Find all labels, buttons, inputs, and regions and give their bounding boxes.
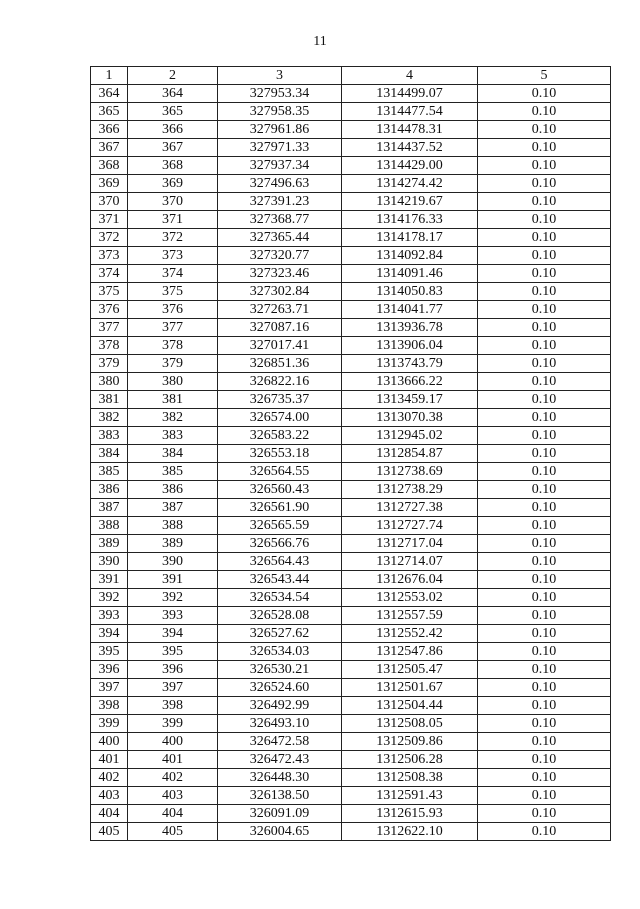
table-row bbox=[91, 211, 611, 229]
table-cell-col-1: 393 bbox=[91, 607, 128, 625]
table-cell-col-5: 0.10 bbox=[478, 805, 611, 823]
table-cell-col-1: 397 bbox=[91, 679, 128, 697]
table-cell-col-5: 0.10 bbox=[478, 823, 611, 841]
table-cell-col-4: 1312727.74 bbox=[342, 517, 478, 535]
table-cell-col-1: 370 bbox=[91, 193, 128, 211]
table-row bbox=[91, 139, 611, 157]
table-cell-col-4: 1314176.33 bbox=[342, 211, 478, 229]
table-cell-col-1: 371 bbox=[91, 211, 128, 229]
table-cell-col-2: 386 bbox=[128, 481, 218, 499]
table-cell-col-2: 389 bbox=[128, 535, 218, 553]
table-cell-col-1: 384 bbox=[91, 445, 128, 463]
table-cell-col-5: 0.10 bbox=[478, 247, 611, 265]
table-cell-col-4: 1312504.44 bbox=[342, 697, 478, 715]
table-row bbox=[91, 679, 611, 697]
table-cell-col-1: 378 bbox=[91, 337, 128, 355]
table-cell-col-2: 375 bbox=[128, 283, 218, 301]
table-cell-col-5: 0.10 bbox=[478, 427, 611, 445]
table-cell-col-2: 388 bbox=[128, 517, 218, 535]
table-cell-col-4: 1314178.17 bbox=[342, 229, 478, 247]
table-cell-col-4: 1314091.46 bbox=[342, 265, 478, 283]
table-cell-col-3: 326822.16 bbox=[218, 373, 342, 391]
table-cell-col-1: 403 bbox=[91, 787, 128, 805]
table-cell-col-2: 364 bbox=[128, 85, 218, 103]
table-cell-col-5: 0.10 bbox=[478, 121, 611, 139]
table-cell-col-2: 393 bbox=[128, 607, 218, 625]
table-cell-col-3: 326574.00 bbox=[218, 409, 342, 427]
table-row bbox=[91, 661, 611, 679]
table-row bbox=[91, 229, 611, 247]
table-cell-col-2: 400 bbox=[128, 733, 218, 751]
table-cell-col-5: 0.10 bbox=[478, 751, 611, 769]
table-cell-col-5: 0.10 bbox=[478, 481, 611, 499]
table-row bbox=[91, 769, 611, 787]
table-cell-col-3: 327971.33 bbox=[218, 139, 342, 157]
table-cell-col-1: 402 bbox=[91, 769, 128, 787]
table-cell-col-2: 377 bbox=[128, 319, 218, 337]
table-cell-col-3: 326566.76 bbox=[218, 535, 342, 553]
table-row bbox=[91, 589, 611, 607]
table-cell-col-4: 1313459.17 bbox=[342, 391, 478, 409]
table-cell-col-2: 387 bbox=[128, 499, 218, 517]
table-row bbox=[91, 103, 611, 121]
table-cell-col-5: 0.10 bbox=[478, 607, 611, 625]
table-cell-col-2: 384 bbox=[128, 445, 218, 463]
table-cell-col-1: 387 bbox=[91, 499, 128, 517]
table-row bbox=[91, 265, 611, 283]
table-cell-col-1: 381 bbox=[91, 391, 128, 409]
table-body bbox=[91, 85, 611, 841]
table-cell-col-1: 382 bbox=[91, 409, 128, 427]
table-cell-col-3: 327496.63 bbox=[218, 175, 342, 193]
table-cell-col-3: 326564.55 bbox=[218, 463, 342, 481]
table-cell-col-2: 378 bbox=[128, 337, 218, 355]
table-row bbox=[91, 715, 611, 733]
table-cell-col-5: 0.10 bbox=[478, 301, 611, 319]
table-cell-col-2: 398 bbox=[128, 697, 218, 715]
table-cell-col-5: 0.10 bbox=[478, 355, 611, 373]
table-cell-col-1: 386 bbox=[91, 481, 128, 499]
table-cell-col-5: 0.10 bbox=[478, 175, 611, 193]
table-cell-col-2: 370 bbox=[128, 193, 218, 211]
table-cell-col-1: 395 bbox=[91, 643, 128, 661]
table-cell-col-4: 1312547.86 bbox=[342, 643, 478, 661]
table-cell-col-2: 395 bbox=[128, 643, 218, 661]
table-cell-col-5: 0.10 bbox=[478, 769, 611, 787]
table-row bbox=[91, 319, 611, 337]
column-header-3: 3 bbox=[218, 67, 342, 85]
table-cell-col-3: 327087.16 bbox=[218, 319, 342, 337]
table-cell-col-3: 326735.37 bbox=[218, 391, 342, 409]
table-cell-col-2: 372 bbox=[128, 229, 218, 247]
table-row bbox=[91, 823, 611, 841]
table-cell-col-4: 1312508.05 bbox=[342, 715, 478, 733]
table-cell-col-1: 396 bbox=[91, 661, 128, 679]
table-cell-col-2: 391 bbox=[128, 571, 218, 589]
table-cell-col-2: 392 bbox=[128, 589, 218, 607]
page-number: 11 bbox=[313, 34, 327, 49]
table-cell-col-1: 368 bbox=[91, 157, 128, 175]
table-cell-col-5: 0.10 bbox=[478, 679, 611, 697]
table-cell-col-5: 0.10 bbox=[478, 319, 611, 337]
table-row bbox=[91, 373, 611, 391]
table-cell-col-5: 0.10 bbox=[478, 697, 611, 715]
table-cell-col-1: 388 bbox=[91, 517, 128, 535]
table-cell-col-4: 1312509.86 bbox=[342, 733, 478, 751]
table-cell-col-2: 376 bbox=[128, 301, 218, 319]
table-cell-col-3: 326493.10 bbox=[218, 715, 342, 733]
table-cell-col-2: 369 bbox=[128, 175, 218, 193]
table-cell-col-4: 1314499.07 bbox=[342, 85, 478, 103]
table-cell-col-5: 0.10 bbox=[478, 499, 611, 517]
table-cell-col-4: 1314041.77 bbox=[342, 301, 478, 319]
table-row bbox=[91, 787, 611, 805]
table-cell-col-3: 327323.46 bbox=[218, 265, 342, 283]
table-row bbox=[91, 283, 611, 301]
table-cell-col-4: 1314437.52 bbox=[342, 139, 478, 157]
table-cell-col-3: 326472.43 bbox=[218, 751, 342, 769]
table-cell-col-3: 326534.54 bbox=[218, 589, 342, 607]
table-cell-col-1: 373 bbox=[91, 247, 128, 265]
table-cell-col-4: 1314478.31 bbox=[342, 121, 478, 139]
column-header-2: 2 bbox=[128, 67, 218, 85]
table-cell-col-3: 327320.77 bbox=[218, 247, 342, 265]
table-cell-col-5: 0.10 bbox=[478, 193, 611, 211]
table-cell-col-4: 1314274.42 bbox=[342, 175, 478, 193]
table-cell-col-4: 1312591.43 bbox=[342, 787, 478, 805]
table-cell-col-5: 0.10 bbox=[478, 139, 611, 157]
table-cell-col-1: 376 bbox=[91, 301, 128, 319]
table-cell-col-3: 326138.50 bbox=[218, 787, 342, 805]
table-row bbox=[91, 157, 611, 175]
table-cell-col-1: 380 bbox=[91, 373, 128, 391]
table-cell-col-5: 0.10 bbox=[478, 265, 611, 283]
table-cell-col-1: 394 bbox=[91, 625, 128, 643]
table-cell-col-4: 1312508.38 bbox=[342, 769, 478, 787]
table-cell-col-3: 326564.43 bbox=[218, 553, 342, 571]
table-cell-col-4: 1313906.04 bbox=[342, 337, 478, 355]
table-row bbox=[91, 571, 611, 589]
table-cell-col-4: 1312854.87 bbox=[342, 445, 478, 463]
table-cell-col-1: 405 bbox=[91, 823, 128, 841]
table-cell-col-3: 327017.41 bbox=[218, 337, 342, 355]
table-cell-col-1: 374 bbox=[91, 265, 128, 283]
table-cell-col-4: 1312717.04 bbox=[342, 535, 478, 553]
table-row bbox=[91, 625, 611, 643]
table-cell-col-2: 373 bbox=[128, 247, 218, 265]
table-cell-col-2: 368 bbox=[128, 157, 218, 175]
table-row bbox=[91, 391, 611, 409]
table-cell-col-1: 367 bbox=[91, 139, 128, 157]
table-cell-col-4: 1312557.59 bbox=[342, 607, 478, 625]
table-cell-col-3: 327368.77 bbox=[218, 211, 342, 229]
table-cell-col-2: 365 bbox=[128, 103, 218, 121]
table-cell-col-1: 400 bbox=[91, 733, 128, 751]
table-cell-col-2: 402 bbox=[128, 769, 218, 787]
table-cell-col-5: 0.10 bbox=[478, 391, 611, 409]
table-cell-col-2: 396 bbox=[128, 661, 218, 679]
table-cell-col-1: 375 bbox=[91, 283, 128, 301]
table-cell-col-5: 0.10 bbox=[478, 103, 611, 121]
table-cell-col-4: 1314219.67 bbox=[342, 193, 478, 211]
table-cell-col-2: 380 bbox=[128, 373, 218, 391]
table-cell-col-4: 1312714.07 bbox=[342, 553, 478, 571]
table-cell-col-1: 389 bbox=[91, 535, 128, 553]
table-cell-col-3: 326530.21 bbox=[218, 661, 342, 679]
table-cell-col-4: 1314050.83 bbox=[342, 283, 478, 301]
table-cell-col-3: 327958.35 bbox=[218, 103, 342, 121]
table-cell-col-2: 383 bbox=[128, 427, 218, 445]
table-row bbox=[91, 337, 611, 355]
header-row bbox=[91, 67, 611, 85]
table-cell-col-3: 326091.09 bbox=[218, 805, 342, 823]
table-cell-col-1: 383 bbox=[91, 427, 128, 445]
table-cell-col-4: 1312505.47 bbox=[342, 661, 478, 679]
table-cell-col-1: 398 bbox=[91, 697, 128, 715]
table-cell-col-2: 401 bbox=[128, 751, 218, 769]
table-row bbox=[91, 751, 611, 769]
table-row bbox=[91, 409, 611, 427]
table-row bbox=[91, 355, 611, 373]
table-cell-col-2: 371 bbox=[128, 211, 218, 229]
table-cell-col-4: 1312738.69 bbox=[342, 463, 478, 481]
table-cell-col-1: 404 bbox=[91, 805, 128, 823]
table-row bbox=[91, 193, 611, 211]
table-cell-col-4: 1313666.22 bbox=[342, 373, 478, 391]
table-cell-col-3: 326561.90 bbox=[218, 499, 342, 517]
table-cell-col-3: 326553.18 bbox=[218, 445, 342, 463]
table-cell-col-1: 372 bbox=[91, 229, 128, 247]
table-cell-col-4: 1314477.54 bbox=[342, 103, 478, 121]
column-header-1: 1 bbox=[91, 67, 128, 85]
table-cell-col-3: 327302.84 bbox=[218, 283, 342, 301]
table-cell-col-3: 326528.08 bbox=[218, 607, 342, 625]
table-cell-col-4: 1313743.79 bbox=[342, 355, 478, 373]
table-cell-col-3: 327365.44 bbox=[218, 229, 342, 247]
table-row bbox=[91, 427, 611, 445]
table-cell-col-3: 326492.99 bbox=[218, 697, 342, 715]
table-row bbox=[91, 553, 611, 571]
table-cell-col-4: 1314092.84 bbox=[342, 247, 478, 265]
table-cell-col-4: 1312553.02 bbox=[342, 589, 478, 607]
table-row bbox=[91, 607, 611, 625]
column-header-5: 5 bbox=[478, 67, 611, 85]
table-cell-col-3: 326472.58 bbox=[218, 733, 342, 751]
table-cell-col-4: 1312552.42 bbox=[342, 625, 478, 643]
table-cell-col-5: 0.10 bbox=[478, 337, 611, 355]
table-cell-col-5: 0.10 bbox=[478, 553, 611, 571]
table-cell-col-1: 379 bbox=[91, 355, 128, 373]
table-cell-col-5: 0.10 bbox=[478, 463, 611, 481]
table-cell-col-5: 0.10 bbox=[478, 283, 611, 301]
table-row bbox=[91, 175, 611, 193]
table-cell-col-5: 0.10 bbox=[478, 589, 611, 607]
table-row bbox=[91, 805, 611, 823]
table-cell-col-5: 0.10 bbox=[478, 661, 611, 679]
table-cell-col-3: 326004.65 bbox=[218, 823, 342, 841]
table-row bbox=[91, 481, 611, 499]
table-cell-col-5: 0.10 bbox=[478, 85, 611, 103]
table-header bbox=[91, 67, 611, 85]
table-cell-col-2: 382 bbox=[128, 409, 218, 427]
table-cell-col-3: 326560.43 bbox=[218, 481, 342, 499]
table-cell-col-5: 0.10 bbox=[478, 409, 611, 427]
table-row bbox=[91, 247, 611, 265]
table-cell-col-3: 326448.30 bbox=[218, 769, 342, 787]
table-cell-col-4: 1312501.67 bbox=[342, 679, 478, 697]
table-row bbox=[91, 121, 611, 139]
table-cell-col-4: 1312506.28 bbox=[342, 751, 478, 769]
table-row bbox=[91, 499, 611, 517]
table-row bbox=[91, 535, 611, 553]
table-cell-col-2: 405 bbox=[128, 823, 218, 841]
table-cell-col-3: 326565.59 bbox=[218, 517, 342, 535]
table-row bbox=[91, 85, 611, 103]
table-cell-col-5: 0.10 bbox=[478, 715, 611, 733]
table-cell-col-2: 385 bbox=[128, 463, 218, 481]
table-row bbox=[91, 463, 611, 481]
table-cell-col-5: 0.10 bbox=[478, 571, 611, 589]
table-cell-col-1: 369 bbox=[91, 175, 128, 193]
table-cell-col-1: 391 bbox=[91, 571, 128, 589]
table-cell-col-4: 1312727.38 bbox=[342, 499, 478, 517]
table-cell-col-4: 1312622.10 bbox=[342, 823, 478, 841]
table-cell-col-5: 0.10 bbox=[478, 625, 611, 643]
table-cell-col-1: 390 bbox=[91, 553, 128, 571]
table-cell-col-3: 326543.44 bbox=[218, 571, 342, 589]
table-cell-col-1: 364 bbox=[91, 85, 128, 103]
table-cell-col-2: 390 bbox=[128, 553, 218, 571]
table-cell-col-3: 327961.86 bbox=[218, 121, 342, 139]
table-cell-col-1: 365 bbox=[91, 103, 128, 121]
table-cell-col-3: 327937.34 bbox=[218, 157, 342, 175]
table-cell-col-4: 1312738.29 bbox=[342, 481, 478, 499]
table-cell-col-2: 379 bbox=[128, 355, 218, 373]
table-cell-col-5: 0.10 bbox=[478, 535, 611, 553]
table-cell-col-5: 0.10 bbox=[478, 445, 611, 463]
table-cell-col-3: 326851.36 bbox=[218, 355, 342, 373]
table-cell-col-3: 326583.22 bbox=[218, 427, 342, 445]
table-cell-col-3: 326527.62 bbox=[218, 625, 342, 643]
table-cell-col-4: 1312615.93 bbox=[342, 805, 478, 823]
table-cell-col-4: 1313070.38 bbox=[342, 409, 478, 427]
table-cell-col-2: 381 bbox=[128, 391, 218, 409]
coordinates-table bbox=[90, 66, 611, 841]
table-cell-col-2: 367 bbox=[128, 139, 218, 157]
table-cell-col-5: 0.10 bbox=[478, 373, 611, 391]
table-cell-col-1: 401 bbox=[91, 751, 128, 769]
table-cell-col-3: 327953.34 bbox=[218, 85, 342, 103]
table-cell-col-4: 1312945.02 bbox=[342, 427, 478, 445]
table-row bbox=[91, 517, 611, 535]
table-row bbox=[91, 697, 611, 715]
table-cell-col-1: 366 bbox=[91, 121, 128, 139]
table-cell-col-1: 385 bbox=[91, 463, 128, 481]
table-cell-col-1: 377 bbox=[91, 319, 128, 337]
table-cell-col-3: 326534.03 bbox=[218, 643, 342, 661]
table-row bbox=[91, 301, 611, 319]
table-cell-col-5: 0.10 bbox=[478, 517, 611, 535]
table-row bbox=[91, 733, 611, 751]
table-cell-col-5: 0.10 bbox=[478, 787, 611, 805]
column-header-4: 4 bbox=[342, 67, 478, 85]
table-cell-col-3: 326524.60 bbox=[218, 679, 342, 697]
table-cell-col-2: 394 bbox=[128, 625, 218, 643]
table-cell-col-4: 1313936.78 bbox=[342, 319, 478, 337]
table-cell-col-4: 1314429.00 bbox=[342, 157, 478, 175]
table-cell-col-2: 366 bbox=[128, 121, 218, 139]
table-cell-col-5: 0.10 bbox=[478, 733, 611, 751]
table-cell-col-5: 0.10 bbox=[478, 643, 611, 661]
table-cell-col-3: 327263.71 bbox=[218, 301, 342, 319]
table-cell-col-2: 403 bbox=[128, 787, 218, 805]
table-cell-col-2: 404 bbox=[128, 805, 218, 823]
table-cell-col-4: 1312676.04 bbox=[342, 571, 478, 589]
table-cell-col-3: 327391.23 bbox=[218, 193, 342, 211]
table-cell-col-1: 399 bbox=[91, 715, 128, 733]
table-cell-col-2: 374 bbox=[128, 265, 218, 283]
table-row bbox=[91, 643, 611, 661]
table-cell-col-1: 392 bbox=[91, 589, 128, 607]
table-cell-col-5: 0.10 bbox=[478, 157, 611, 175]
table-row bbox=[91, 445, 611, 463]
table-cell-col-2: 399 bbox=[128, 715, 218, 733]
table-cell-col-5: 0.10 bbox=[478, 211, 611, 229]
table-cell-col-2: 397 bbox=[128, 679, 218, 697]
table-cell-col-5: 0.10 bbox=[478, 229, 611, 247]
